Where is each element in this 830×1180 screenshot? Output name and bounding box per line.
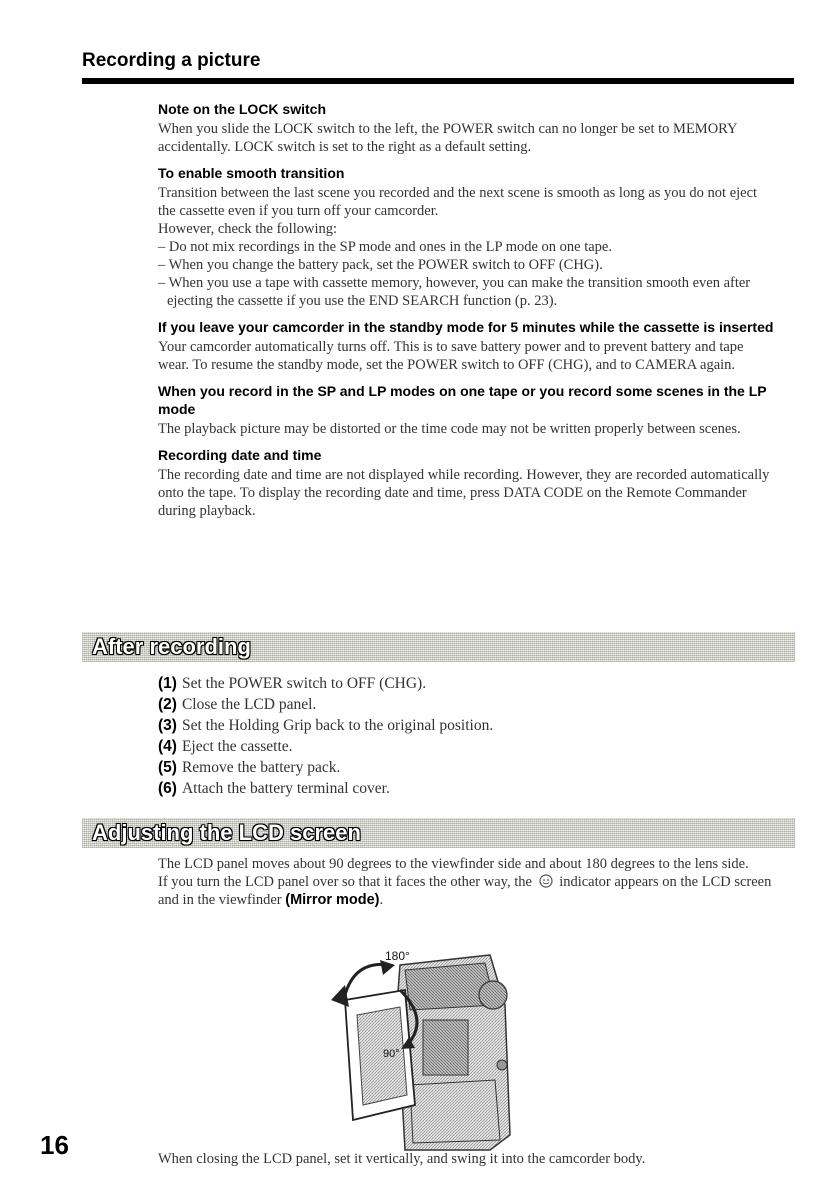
lcd-rotation-figure: [305, 945, 535, 1160]
label-180: 180°: [385, 949, 410, 963]
note-heading: To enable smooth transition: [158, 165, 345, 181]
after-recording-banner: [82, 632, 795, 662]
mirror-mode-icon: [538, 874, 554, 888]
camcorder-illustration: [305, 945, 535, 1160]
step-text: Close the LCD panel.: [181, 696, 317, 713]
note-paragraph: Transition between the last scene you recorded and the next scene is smooth as long as you do not eject the cassette even if you turn off your camcorder.: [158, 185, 758, 219]
note-heading: When you record in the SP and LP modes on one tape or you record some scenes in the LP mode: [158, 383, 767, 417]
label-90: 90°: [383, 1048, 400, 1060]
note-paragraph: Your camcorder automatically turns off. This is to save battery power and to prevent battery and tape wear. To resume the standby mode, set the POWER switch to OFF (CHG), and to CAMERA again.: [158, 339, 744, 373]
step-text: Attach the battery terminal cover.: [181, 780, 390, 797]
lcd-paragraph-2-middle: indicator appears on the LCD screen and in the viewfinder: [158, 874, 772, 908]
notes-section: [158, 100, 778, 528]
step-number: (4): [158, 738, 177, 755]
step-item: [158, 779, 778, 799]
note-list: [158, 238, 778, 310]
step-text: Set the POWER switch to OFF (CHG).: [181, 675, 427, 692]
note-paragraph: When you slide the LOCK switch to the left, the POWER switch can no longer be set to MEMORY accidentally. LOCK switch is set to the right as a default setting.: [158, 121, 737, 155]
step-item: [158, 674, 778, 694]
step-number: (5): [158, 759, 177, 776]
note-heading: Note on the LOCK switch: [158, 101, 326, 117]
lcd-description: [158, 855, 780, 909]
step-text: Set the Holding Grip back to the original position.: [181, 717, 494, 734]
after-recording-steps: [158, 674, 778, 800]
step-number: (2): [158, 696, 177, 713]
note-list-item: – When you use a tape with cassette memory, however, you can make the transition smooth even after ejecting the cassette if you use the END SEARCH function (p. 23).: [158, 275, 751, 309]
lcd-paragraph-2-end: .: [379, 892, 384, 908]
note-block: [158, 382, 778, 438]
note-heading: Recording date and time: [158, 447, 322, 463]
step-item: [158, 695, 778, 715]
note-list-item: – Do not mix recordings in the SP mode and ones in the LP mode on one tape.: [158, 239, 612, 255]
note-paragraph: However, check the following:: [158, 221, 337, 237]
step-number: (6): [158, 780, 177, 797]
lcd-banner: [82, 818, 795, 848]
note-heading: If you leave your camcorder in the standby mode for 5 minutes while the cassette is inserted: [158, 319, 774, 335]
lcd-closing-note: When closing the LCD panel, set it vertically, and swing it into the camcorder body.: [158, 1151, 646, 1167]
step-text: Remove the battery pack.: [181, 759, 341, 776]
heading-rule: [82, 78, 794, 84]
step-item: [158, 737, 778, 757]
step-number: (3): [158, 717, 177, 734]
page-number: 16: [40, 1130, 69, 1160]
note-paragraph: The playback picture may be distorted or the time code may not be written properly between scenes.: [158, 421, 741, 437]
lcd-paragraph-1: The LCD panel moves about 90 degrees to the viewfinder side and about 180 degrees to the lens side.: [158, 856, 749, 872]
mirror-mode-label: (Mirror mode): [285, 892, 380, 908]
step-item: [158, 758, 778, 778]
note-block: [158, 446, 778, 520]
after-recording-title: After recording: [92, 634, 251, 659]
lcd-title: Adjusting the LCD screen: [92, 820, 361, 845]
note-block: [158, 164, 778, 310]
step-number: (1): [158, 675, 177, 692]
step-item: [158, 716, 778, 736]
lcd-paragraph-2-start: If you turn the LCD panel over so that it faces the other way, the: [158, 874, 532, 890]
note-block: [158, 100, 778, 156]
step-text: Eject the cassette.: [181, 738, 293, 755]
note-list-item: – When you change the battery pack, set the POWER switch to OFF (CHG).: [158, 257, 603, 273]
lcd-paragraph-2: [158, 873, 780, 909]
note-paragraph: The recording date and time are not displayed while recording. However, they are recorded automatically onto the tape. To display the recording date and time, press DATA CODE on the Remote Commander during playback.: [158, 467, 770, 519]
page-heading: Recording a picture: [82, 50, 261, 71]
note-block: [158, 318, 778, 374]
